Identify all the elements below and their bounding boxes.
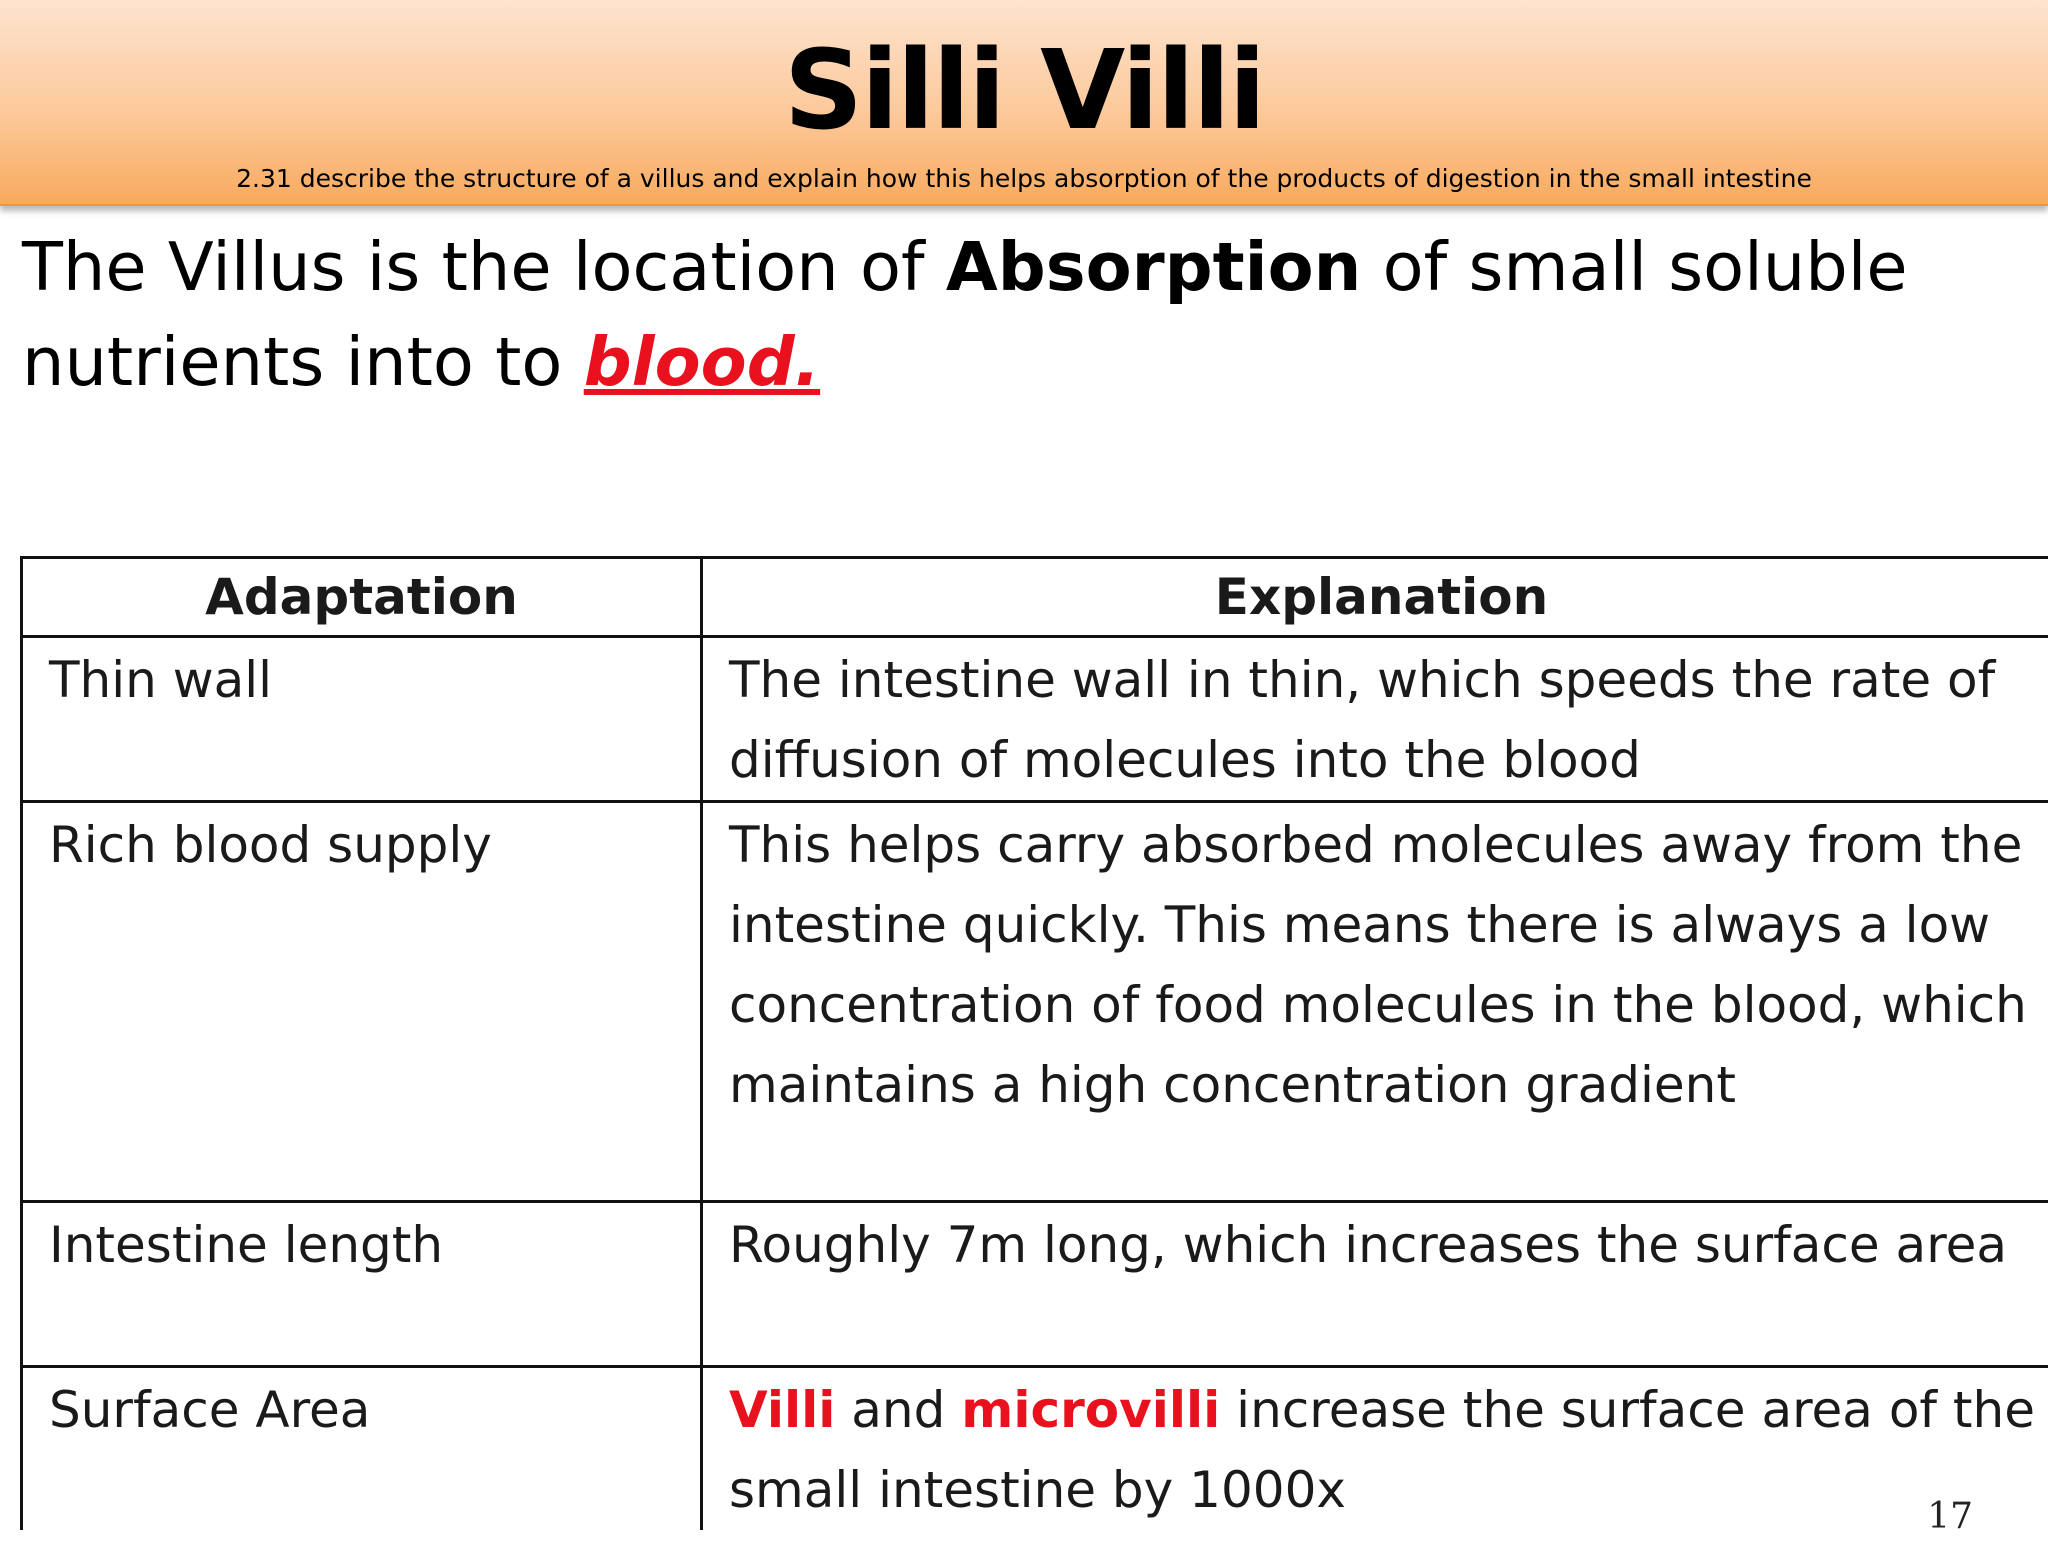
explanation-cell: Roughly 7m long, which increases the surface area — [702, 1202, 2048, 1367]
page-number: 17 — [1927, 1492, 1973, 1542]
slide-header — [0, 0, 2048, 206]
intro-part2: of small soluble nutrients into to — [22, 228, 1908, 401]
villi-term: Villi — [729, 1381, 835, 1439]
intro-text — [22, 220, 2022, 410]
explanation-cell: This helps carry absorbed molecules away from the intestine quickly. This means there is always a low concentration of food molecules in the blood, which maintains a high concentration gradient — [702, 802, 2048, 1202]
header-explanation: Explanation — [702, 558, 2048, 637]
table-header-row — [22, 558, 2048, 637]
intro-bold-term: Absorption — [946, 228, 1361, 306]
explanation-cell: The intestine wall in thin, which speeds the rate of diffusion of molecules into the blood — [702, 637, 2048, 802]
explanation-cell — [702, 1367, 2048, 1531]
slide-title: Silli Villi — [0, 20, 2048, 160]
table-row — [22, 1367, 2048, 1531]
adaptation-cell: Surface Area — [22, 1367, 702, 1531]
spec-statement: 2.31 describe the structure of a villus and explain how this helps absorption of the products of digestion in the small intestine — [0, 162, 2048, 196]
explanation-mid: and — [835, 1381, 961, 1439]
intro-red-term: blood. — [584, 323, 820, 401]
microvilli-term: microvilli — [961, 1381, 1220, 1439]
table-row — [22, 637, 2048, 802]
adaptation-cell: Rich blood supply — [22, 802, 702, 1202]
header-adaptation: Adaptation — [22, 558, 702, 637]
intro-part1: The Villus is the location of — [22, 228, 946, 306]
explanation-rest: increase the surface area of the small intestine by 1000x — [729, 1381, 2035, 1519]
adaptation-table — [20, 556, 2048, 1530]
adaptation-cell: Intestine length — [22, 1202, 702, 1367]
adaptation-cell: Thin wall — [22, 637, 702, 802]
table-row — [22, 802, 2048, 1202]
table-row — [22, 1202, 2048, 1367]
